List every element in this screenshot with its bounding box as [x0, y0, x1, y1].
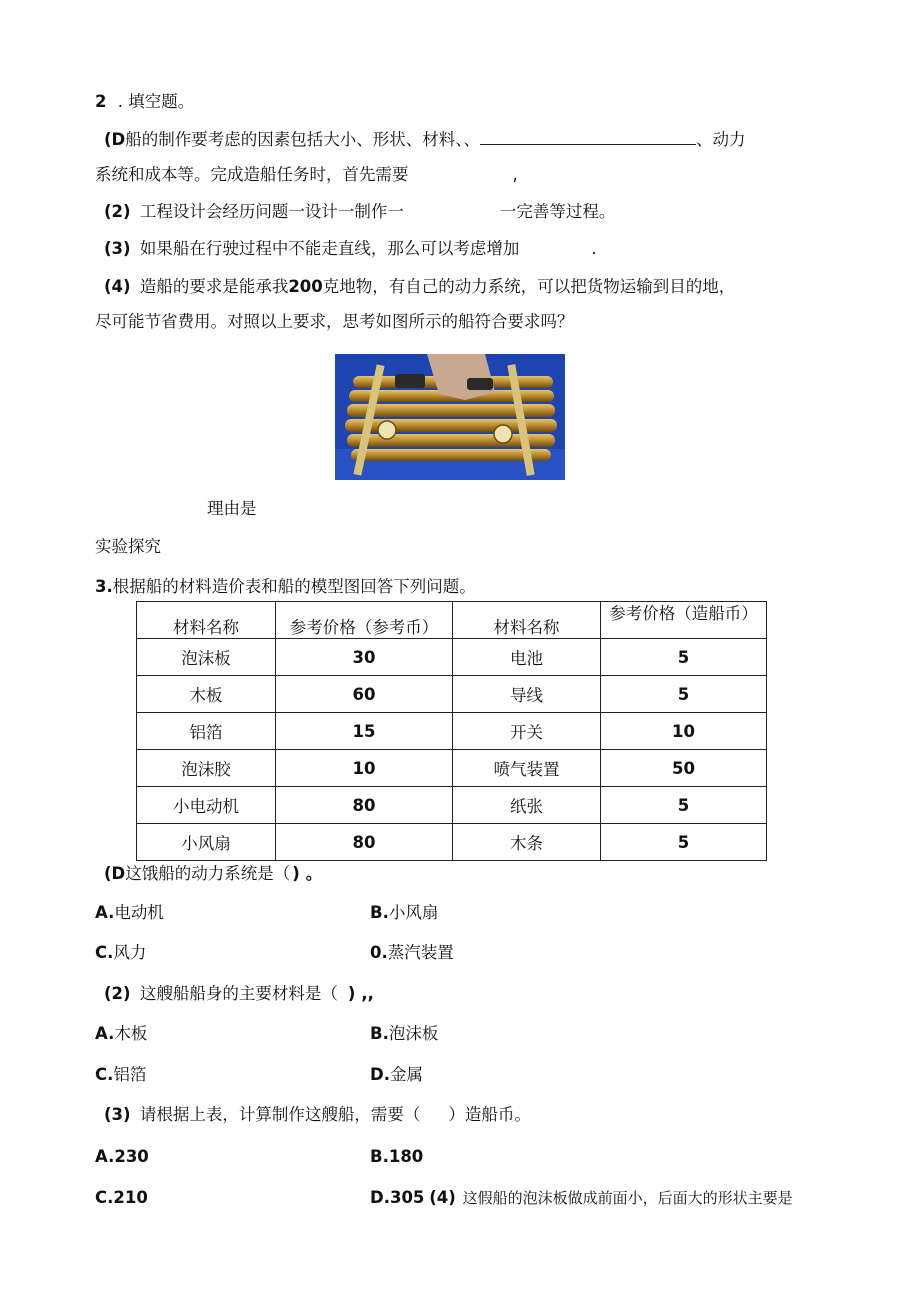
q2-part4-line2-text: 尽可能节省费用。对照以上要求，思考如图所示的船符合要求吗？ [95, 312, 574, 331]
table-row [137, 713, 767, 750]
option-letter: B. [370, 1024, 389, 1043]
q2-number: 2 [95, 92, 107, 111]
table-cell: 喷气装置 [453, 750, 601, 787]
q2-part1-text-end: 、动力 [696, 130, 746, 149]
table-cell: 木板 [137, 676, 276, 713]
table-cell: 5 [601, 824, 767, 861]
table-header-cell: 材料名称 [453, 602, 601, 639]
option-letter: A. [95, 1024, 115, 1043]
option-letter: 0. [370, 943, 388, 962]
q2-part4-line2 [95, 311, 574, 333]
q3-sub3-close: ）造船币。 [448, 1105, 531, 1124]
table-row [137, 824, 767, 861]
option-text: 小风扇 [388, 903, 439, 922]
table-header-wrapped: 参考价格（造船币） [609, 604, 758, 623]
table-cell: 15 [276, 713, 453, 750]
q3-sub1-text: 这饿船的动力系统是（ [125, 864, 291, 883]
table-cell: 泡沫板 [137, 639, 276, 676]
q3-sub3-label: (3) [104, 1105, 131, 1124]
q2-part3-text: 如果船在行驶过程中不能走直线，那么可以考虑增加 [139, 239, 520, 258]
q3-sub2-end: ,, [361, 984, 374, 1003]
table-row [137, 750, 767, 787]
table-cell: 5 [601, 639, 767, 676]
q3-sub3-option-b[interactable]: B.180 [370, 1147, 424, 1166]
option-text: 蒸汽装置 [387, 943, 454, 962]
q2-title-text: . 填空题。 [117, 92, 195, 111]
table-header-cell [601, 602, 767, 639]
q2-part4-text: 造船的要求是能承我 [139, 277, 289, 296]
q2-part1-text: 船的制作要考虑的因素包括大小、形状、材料、、 [125, 130, 480, 149]
table-cell: 开关 [453, 713, 601, 750]
table-cell: 导线 [453, 676, 601, 713]
table-cell: 泡沫胶 [137, 750, 276, 787]
q3-title-text: 根据船的材料造价表和船的模型图回答下列问题。 [112, 577, 476, 596]
q3-sub4-label: (4) [429, 1188, 456, 1207]
table-cell: 5 [601, 787, 767, 824]
table-cell: 纸张 [453, 787, 601, 824]
option-text: 金属 [389, 1065, 423, 1084]
q2-part4-label: (4) [104, 277, 131, 296]
q3-sub4-text: 这假船的泡沫板做成前面小，后面大的形状主要是 [462, 1189, 793, 1207]
q3-sub1-option-d[interactable] [370, 942, 454, 964]
q2-part1-line2 [95, 164, 518, 186]
q2-part4-line1 [104, 276, 735, 298]
option-text: 泡沫板 [388, 1024, 439, 1043]
q3-sub1-label: (D [104, 864, 126, 883]
q2-part2 [104, 201, 615, 223]
q3-sub3-option-c[interactable]: C.210 [95, 1188, 148, 1207]
q2-part3-end: . [591, 239, 597, 258]
q2-part2-label: (2) [104, 202, 131, 221]
q2-part1-blank[interactable] [480, 128, 696, 145]
section-title-text: 实验探究 [95, 537, 161, 556]
q2-part3-label: (3) [104, 239, 131, 258]
table-cell: 80 [276, 787, 453, 824]
q3-number: 3. [95, 577, 113, 596]
boat-model-illustration [335, 354, 565, 480]
option-text: 木板 [114, 1024, 148, 1043]
boat-model-photo [335, 354, 565, 480]
option-letter: B. [370, 903, 389, 922]
q2-reason-label: 理由是 [207, 499, 257, 518]
q2-part1-label: (D [104, 130, 126, 149]
material-price-table [136, 601, 767, 861]
option-text: 风力 [113, 943, 147, 962]
q3-sub3-option-d[interactable]: D.305 [370, 1188, 425, 1207]
q3-sub1 [104, 863, 322, 885]
q3-sub1-end: 。 [305, 864, 323, 883]
table-cell: 30 [276, 639, 453, 676]
table-cell: 木条 [453, 824, 601, 861]
q3-sub2-option-a[interactable] [95, 1023, 147, 1045]
table-header-cell: 材料名称 [137, 602, 276, 639]
table-row [137, 676, 767, 713]
table-cell: 5 [601, 676, 767, 713]
table-cell: 铝箔 [137, 713, 276, 750]
table-header-cell: 参考价格（参考币） [276, 602, 453, 639]
table-cell: 电池 [453, 639, 601, 676]
table-cell: 60 [276, 676, 453, 713]
option-letter: C. [95, 1065, 114, 1084]
q2-part2-text: 工程设计会经历问题一设计一制作一 [139, 202, 404, 221]
q2-part1-comma: , [512, 165, 518, 184]
q3-sub1-option-c[interactable] [95, 942, 146, 964]
q3-sub1-option-b[interactable] [370, 902, 438, 924]
section-title [95, 536, 161, 558]
q3-sub1-option-a[interactable] [95, 902, 164, 924]
q3-sub2-label: (2) [104, 984, 131, 1003]
table-cell: 80 [276, 824, 453, 861]
q3-sub2-text: 这艘船船身的主要材料是（ [139, 984, 338, 1003]
option-letter: A. [95, 903, 115, 922]
table-row [137, 639, 767, 676]
table-cell: 10 [601, 713, 767, 750]
q3-sub3-option-a[interactable]: A.230 [95, 1147, 149, 1166]
q3-sub3 [104, 1104, 531, 1126]
table-row [137, 787, 767, 824]
option-letter: D. [370, 1065, 390, 1084]
table-cell: 10 [276, 750, 453, 787]
table-header-row [137, 602, 767, 639]
q2-part4-weight: 200 [288, 277, 323, 296]
table-cell: 小电动机 [137, 787, 276, 824]
table-cell: 小风扇 [137, 824, 276, 861]
q2-part4-text-b: 克地物，有自己的动力系统，可以把货物运输到目的地， [322, 277, 736, 296]
q2-part1-line1 [104, 128, 746, 151]
table-cell: 50 [601, 750, 767, 787]
q3-sub1-close: ) [292, 864, 300, 883]
option-letter: C. [95, 943, 114, 962]
q2-part3 [104, 238, 597, 260]
q3-sub2-option-b[interactable] [370, 1023, 438, 1045]
q2-part1-line2-text: 系统和成本等。完成造船任务时，首先需要 [95, 165, 409, 184]
q3-sub2 [104, 983, 374, 1005]
q3-sub3-text: 请根据上表，计算制作这艘船，需要（ [139, 1105, 421, 1124]
q3-sub3-option-d-line [370, 1187, 793, 1209]
option-text: 电动机 [114, 903, 164, 922]
q3-title [95, 576, 476, 598]
q2-reason [207, 498, 257, 520]
q3-sub2-close: ) [347, 984, 356, 1003]
q3-sub2-option-d[interactable] [370, 1064, 423, 1086]
option-text: 铝箔 [113, 1065, 147, 1084]
q2-part2-text-end: 一完善等过程。 [499, 202, 616, 221]
q3-sub2-option-c[interactable] [95, 1064, 146, 1086]
q2-title [95, 91, 194, 113]
